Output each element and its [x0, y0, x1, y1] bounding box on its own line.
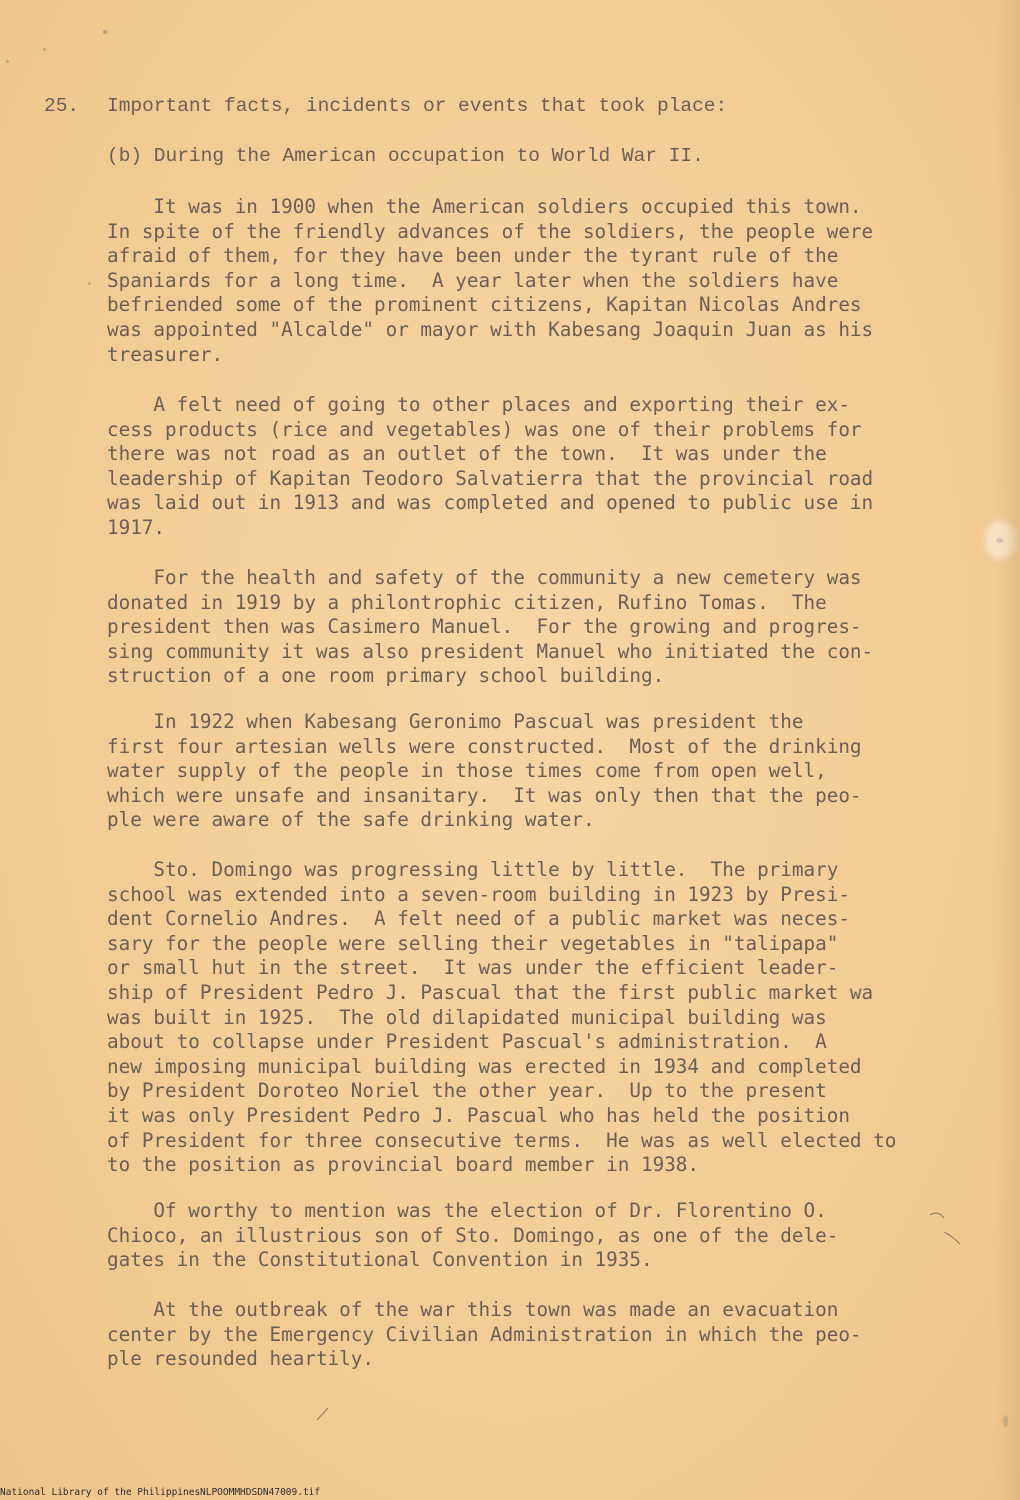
section-heading: Important facts, incidents or events that took place:: [107, 95, 728, 117]
paragraph-town-progress: Sto. Domingo was progressing little by little. The primary school was extended into a seven-room building in 1923 by Presi- dent Cornelio Andres. A felt need of a public market was neces- sary for the people were selling their vegetables in "talipapa" or small hut in the street. It was under the efficient leader- ship of President Pedro J. Pascual that the first public market wa was built in 1925. The old dilapidated municipal building was about to collapse under President Pascual's administration. A new imposing municipal building was erected in 1934 and completed by President Doroteo Noriel the other year. Up to the present it was only President Pedro J. Pascual who has held the position of President for three consecutive terms. He was as well elected to to the position as provincial board member in 1938.: [107, 858, 897, 1177]
paper-speck: [6, 60, 9, 63]
pencil-mark: [930, 1210, 970, 1250]
paragraph-war-outbreak: At the outbreak of the war this town was made an evacuation center by the Emergency Civilian Administration in which the peo- ple resounded heartily.: [107, 1298, 862, 1371]
item-number: 25.: [44, 95, 80, 117]
paragraph-american-arrival: It was in 1900 when the American soldiers occupied this town. In spite of the friendly advances of the soldiers, the people were afraid of them, for they have been under the tyrant rule of the Spaniards for a long time. A year later when the soldiers have befriended some of the prominent citizens, Kapitan Nicolas Andres was appointed "Alcalde" or mayor with Kabesang Joaquin Juan as his treasurer.: [107, 195, 874, 366]
paragraph-constitutional-convention: Of worthy to mention was the election of Dr. Florentino O. Chioco, an illustrious son of Sto. Domingo, as one of the dele- gates in the Constitutional Convention in 1935.: [107, 1199, 839, 1272]
footer-file-id: NLPOOMMHDSDN47009.tif: [200, 1487, 321, 1498]
footer-library-name: National Library of the Philippines: [0, 1487, 201, 1498]
paper-edge-shadow: [996, 0, 1020, 1500]
section-subheading: (b) During the American occupation to World War II.: [107, 145, 704, 167]
paper-speck: [43, 48, 46, 51]
pencil-mark: [314, 1404, 334, 1424]
paper-speck: [88, 282, 91, 285]
paper-speck: [103, 30, 107, 34]
paragraph-provincial-road: A felt need of going to other places and exporting their ex- cess products (rice and vegetables) was one of their problems for there was not road as an outlet of the town. It was under the leadership of Kapitan Teodoro Salvatierra that the provincial road was laid out in 1913 and was completed and opened to public use in 1917.: [107, 393, 874, 539]
paragraph-artesian-wells: In 1922 when Kabesang Geronimo Pascual was president the first four artesian wells were constructed. Most of the drinking water supply of the people in those times come from open well, which were unsafe and insanitary. It was only then that the peo- ple were aware of the safe drinking water.: [107, 710, 862, 832]
paragraph-cemetery-school: For the health and safety of the community a new cemetery was donated in 1919 by a philontrophic citizen, Rufino Tomas. The president then was Casimero Manuel. For the growing and progres- sing community it was also president Manuel who initiated the con- struction of a one room primary school building.: [107, 566, 874, 688]
